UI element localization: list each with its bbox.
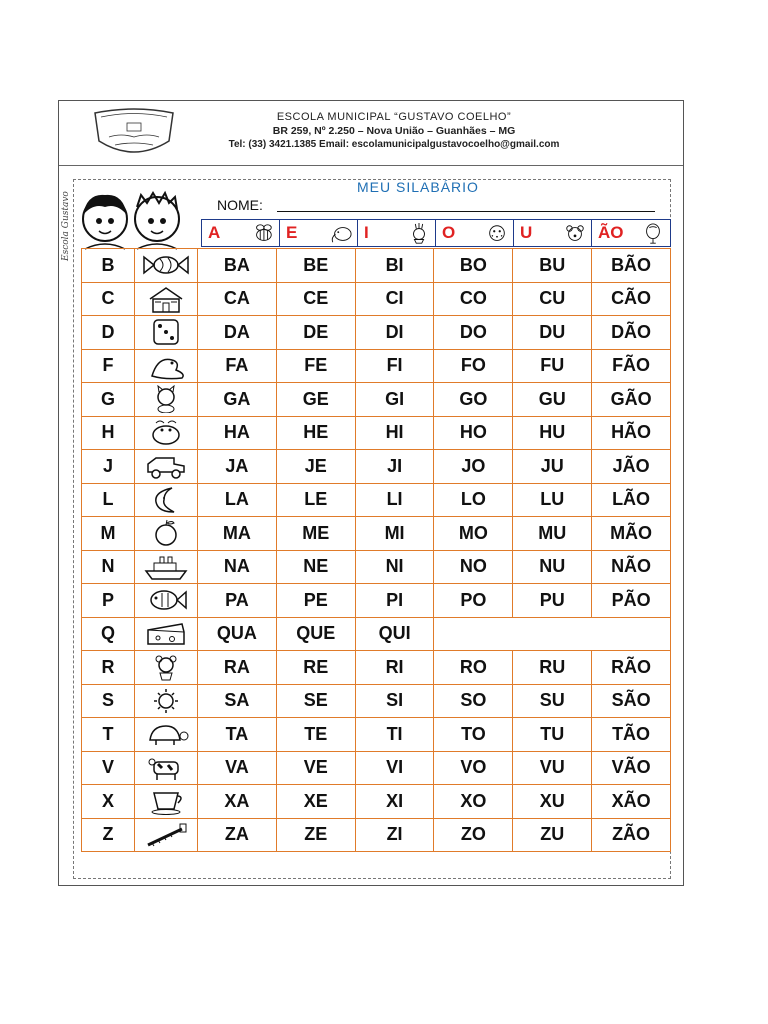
consonant-letter: Z xyxy=(82,818,135,852)
house-icon xyxy=(142,285,190,313)
bee-icon xyxy=(250,223,276,245)
syllable-cell: ZA xyxy=(198,818,277,852)
syllable-cell: MA xyxy=(198,517,277,551)
syllable-cell: HO xyxy=(434,416,513,450)
cheese-icon xyxy=(142,620,190,648)
table-row xyxy=(82,751,671,785)
syllable-cell: DE xyxy=(276,316,355,350)
syllable-cell: GI xyxy=(355,383,434,417)
syllable-cell: SA xyxy=(198,684,277,718)
syllable-cell: JA xyxy=(198,450,277,484)
balloon-icon xyxy=(640,223,666,245)
consonant-letter: L xyxy=(82,483,135,517)
consonant-letter: C xyxy=(82,282,135,316)
table-row xyxy=(82,517,671,551)
school-crest-icon xyxy=(91,107,177,159)
table-row xyxy=(82,383,671,417)
table-row xyxy=(82,684,671,718)
syllable-cell: TI xyxy=(355,718,434,752)
vowel-label: ÃO xyxy=(598,223,624,242)
table-row xyxy=(82,282,671,316)
syllable-cell: MÃO xyxy=(592,517,671,551)
worksheet xyxy=(58,100,684,886)
syllable-cell: QUE xyxy=(276,617,355,651)
syllable-cell: HÃO xyxy=(592,416,671,450)
syllable-cell: DO xyxy=(434,316,513,350)
school-name: ESCOLA MUNICIPAL “GUSTAVO COELHO” xyxy=(276,111,512,123)
vowel-label: E xyxy=(286,223,298,242)
syllable-cell: MU xyxy=(513,517,592,551)
syllable-cell: LE xyxy=(276,483,355,517)
syllable-cell: SE xyxy=(276,684,355,718)
school-contact: Tel: (33) 3421.1385 Email: escolamunicipalgustavocoelho@gmail.com xyxy=(228,139,560,150)
picture-cell xyxy=(135,684,198,718)
syllable-cell: GU xyxy=(513,383,592,417)
syllable-cell: PE xyxy=(276,584,355,618)
syllable-cell: RI xyxy=(355,651,434,685)
syllable-cell: FO xyxy=(434,349,513,383)
syllable-cell: BÃO xyxy=(592,249,671,283)
syllable-cell: GA xyxy=(198,383,277,417)
consonant-letter: Q xyxy=(82,617,135,651)
syllable-cell: DI xyxy=(355,316,434,350)
indian-icon xyxy=(406,223,432,245)
picture-cell xyxy=(135,349,198,383)
name-label: NOME: xyxy=(217,197,263,213)
syllable-table xyxy=(81,248,671,852)
syllable-cell: ME xyxy=(276,517,355,551)
picture-cell xyxy=(135,416,198,450)
syllable-cell: HA xyxy=(198,416,277,450)
syllable-cell: LA xyxy=(198,483,277,517)
consonant-letter: B xyxy=(82,249,135,283)
picture-cell xyxy=(135,651,198,685)
syllable-cell: VU xyxy=(513,751,592,785)
syllable-cell: PU xyxy=(513,584,592,618)
syllable-cell: SO xyxy=(434,684,513,718)
syllable-cell: TÃO xyxy=(592,718,671,752)
syllable-cell: GO xyxy=(434,383,513,417)
syllable-cell: TA xyxy=(198,718,277,752)
candy-icon xyxy=(142,251,190,279)
vowel-cell xyxy=(357,219,437,247)
syllable-cell: NU xyxy=(513,550,592,584)
syllable-cell: BE xyxy=(276,249,355,283)
vowel-cell xyxy=(591,219,671,247)
syllable-cell: NI xyxy=(355,550,434,584)
vowel-cell xyxy=(201,219,281,247)
syllable-cell: XE xyxy=(276,785,355,819)
page-title: MEU SILABÁRIO xyxy=(357,179,479,195)
picture-cell xyxy=(135,483,198,517)
consonant-letter: D xyxy=(82,316,135,350)
empty-cell xyxy=(434,617,671,651)
syllable-cell: TE xyxy=(276,718,355,752)
table-row xyxy=(82,651,671,685)
syllable-cell: DA xyxy=(198,316,277,350)
picture-cell xyxy=(135,818,198,852)
side-stamp-text: Escola Gustavo xyxy=(61,191,71,261)
picture-cell xyxy=(135,617,198,651)
syllable-cell: QUA xyxy=(198,617,277,651)
consonant-letter: G xyxy=(82,383,135,417)
syllable-cell: FÃO xyxy=(592,349,671,383)
syllable-cell: ZO xyxy=(434,818,513,852)
syllable-cell: XA xyxy=(198,785,277,819)
school-address: BR 259, Nº 2.250 – Nova União – Guanhães – MG xyxy=(272,125,516,137)
syllable-cell: JI xyxy=(355,450,434,484)
syllable-cell: BA xyxy=(198,249,277,283)
syllable-cell: DU xyxy=(513,316,592,350)
sun-icon xyxy=(142,687,190,715)
syllable-cell: SI xyxy=(355,684,434,718)
table-row xyxy=(82,617,671,651)
syllable-cell: LU xyxy=(513,483,592,517)
jaguar-icon xyxy=(484,223,510,245)
syllable-cell: GE xyxy=(276,383,355,417)
syllable-cell: ZE xyxy=(276,818,355,852)
syllable-cell: RA xyxy=(198,651,277,685)
consonant-letter: R xyxy=(82,651,135,685)
syllable-cell: XÃO xyxy=(592,785,671,819)
syllable-cell: VI xyxy=(355,751,434,785)
syllable-cell: XI xyxy=(355,785,434,819)
consonant-letter: V xyxy=(82,751,135,785)
table-row xyxy=(82,483,671,517)
vowel-label: U xyxy=(520,223,533,242)
zipper-icon xyxy=(142,821,190,849)
syllable-cell: NO xyxy=(434,550,513,584)
consonant-letter: X xyxy=(82,785,135,819)
table-row xyxy=(82,249,671,283)
vowel-cell xyxy=(513,219,593,247)
syllable-cell: FE xyxy=(276,349,355,383)
syllable-cell: JU xyxy=(513,450,592,484)
syllable-cell: VA xyxy=(198,751,277,785)
syllable-cell: RE xyxy=(276,651,355,685)
table-row xyxy=(82,416,671,450)
syllable-cell: ZI xyxy=(355,818,434,852)
picture-cell xyxy=(135,751,198,785)
ship-icon xyxy=(142,553,190,581)
syllable-cell: FA xyxy=(198,349,277,383)
fish-icon xyxy=(142,586,190,614)
syllable-cell: BI xyxy=(355,249,434,283)
syllable-cell: BU xyxy=(513,249,592,283)
syllable-cell: LI xyxy=(355,483,434,517)
picture-cell xyxy=(135,584,198,618)
rat-icon xyxy=(142,653,190,681)
syllable-cell: JÃO xyxy=(592,450,671,484)
consonant-letter: T xyxy=(82,718,135,752)
syllable-cell: NÃO xyxy=(592,550,671,584)
syllable-cell: CO xyxy=(434,282,513,316)
syllable-cell: MO xyxy=(434,517,513,551)
consonant-letter: M xyxy=(82,517,135,551)
consonant-letter: J xyxy=(82,450,135,484)
syllable-cell: ZU xyxy=(513,818,592,852)
vowel-label: O xyxy=(442,223,456,242)
moon-icon xyxy=(142,486,190,514)
picture-cell xyxy=(135,450,198,484)
syllable-cell: GÃO xyxy=(592,383,671,417)
consonant-letter: S xyxy=(82,684,135,718)
turtle-icon xyxy=(142,720,190,748)
syllable-cell: CA xyxy=(198,282,277,316)
syllable-cell: MI xyxy=(355,517,434,551)
elephant-icon xyxy=(328,223,354,245)
bear-icon xyxy=(562,223,588,245)
syllable-cell: FI xyxy=(355,349,434,383)
syllable-cell: CU xyxy=(513,282,592,316)
syllable-cell: VE xyxy=(276,751,355,785)
table-row xyxy=(82,550,671,584)
consonant-letter: F xyxy=(82,349,135,383)
cow-icon xyxy=(142,754,190,782)
syllable-cell: VÃO xyxy=(592,751,671,785)
table-row xyxy=(82,450,671,484)
syllable-cell: NE xyxy=(276,550,355,584)
syllable-cell: RU xyxy=(513,651,592,685)
vowel-label: I xyxy=(364,223,369,242)
syllable-cell: HU xyxy=(513,416,592,450)
syllable-cell: DÃO xyxy=(592,316,671,350)
syllable-cell: NA xyxy=(198,550,277,584)
syllable-cell: HI xyxy=(355,416,434,450)
jeep-icon xyxy=(142,452,190,480)
syllable-cell: BO xyxy=(434,249,513,283)
syllable-cell: JE xyxy=(276,450,355,484)
vowel-cell xyxy=(435,219,515,247)
syllable-cell: CÃO xyxy=(592,282,671,316)
syllable-cell: JO xyxy=(434,450,513,484)
picture-cell xyxy=(135,249,198,283)
syllable-cell: CI xyxy=(355,282,434,316)
syllable-cell: CE xyxy=(276,282,355,316)
syllable-cell: PO xyxy=(434,584,513,618)
school-header xyxy=(59,101,683,166)
syllable-cell: TU xyxy=(513,718,592,752)
syllable-cell: QUI xyxy=(355,617,434,651)
vowel-label: A xyxy=(208,223,221,242)
syllable-cell: SÃO xyxy=(592,684,671,718)
table-row xyxy=(82,349,671,383)
picture-cell xyxy=(135,550,198,584)
syllable-cell: RO xyxy=(434,651,513,685)
syllable-cell: PA xyxy=(198,584,277,618)
consonant-letter: N xyxy=(82,550,135,584)
picture-cell xyxy=(135,282,198,316)
apple-icon xyxy=(142,519,190,547)
syllable-cell: LÃO xyxy=(592,483,671,517)
vowel-header-row xyxy=(201,219,669,247)
picture-cell xyxy=(135,517,198,551)
consonant-letter: P xyxy=(82,584,135,618)
dice-icon xyxy=(142,318,190,346)
syllable-cell: FU xyxy=(513,349,592,383)
syllable-cell: HE xyxy=(276,416,355,450)
syllable-cell: TO xyxy=(434,718,513,752)
table-row xyxy=(82,818,671,852)
syllable-cell: SU xyxy=(513,684,592,718)
vowel-cell xyxy=(279,219,359,247)
syllable-cell: PÃO xyxy=(592,584,671,618)
picture-cell xyxy=(135,718,198,752)
syllable-cell: ZÃO xyxy=(592,818,671,852)
cat-icon xyxy=(142,385,190,413)
syllable-cell: VO xyxy=(434,751,513,785)
picture-cell xyxy=(135,383,198,417)
syllable-cell: PI xyxy=(355,584,434,618)
cup-icon xyxy=(142,787,190,815)
consonant-letter: H xyxy=(82,416,135,450)
syllable-cell: XO xyxy=(434,785,513,819)
syllable-cell: XU xyxy=(513,785,592,819)
hippo-icon xyxy=(142,419,190,447)
table-row xyxy=(82,584,671,618)
picture-cell xyxy=(135,785,198,819)
table-row xyxy=(82,785,671,819)
name-field[interactable] xyxy=(277,211,655,212)
syllable-cell: LO xyxy=(434,483,513,517)
seal-icon xyxy=(142,352,190,380)
table-row xyxy=(82,718,671,752)
syllable-cell: RÃO xyxy=(592,651,671,685)
picture-cell xyxy=(135,316,198,350)
children-illustration-icon xyxy=(75,189,195,251)
table-row xyxy=(82,316,671,350)
